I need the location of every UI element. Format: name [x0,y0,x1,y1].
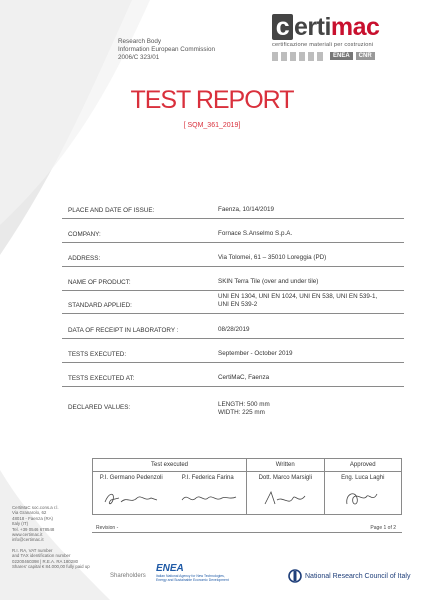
company-info-line: CertiMaC soc.cons.a r.l. [12,505,59,510]
company-info-line: info@certimac.it [12,537,44,543]
field-row [62,339,404,363]
field-value-line: UNI EN 1304, UNI EN 1024, UNI EN 538, UNI EN 539-1, [218,293,378,300]
signature-names-row [93,472,401,484]
research-body-line: Information European Commission [118,46,215,53]
research-body-line: Research Body [118,38,162,45]
field-value: CertiMaC, Faenza [218,374,270,381]
enea-logo [156,563,229,582]
company-info-line: 48018 - Faenza (RA) [12,515,53,521]
handwritten-signature-icon [101,488,161,510]
logo-enea-badge: ENEA [330,52,353,60]
enea-caption: Energy and Sustainable Economic Development [156,578,229,582]
signatory-name: Dott. Marco Marsigli [247,472,325,484]
field-value-multiline [218,293,377,309]
logo-bar-icon [281,52,287,61]
signatory-name: P.I. Federica Farina [170,472,248,484]
logo-bars [272,51,408,61]
footer-divider [92,532,402,533]
field-row [62,267,404,291]
field-value: Fornace S.Anselmo S.p.A. [218,230,293,237]
signature-cell [247,484,325,514]
signatory-name: Eng. Luca Laghi [341,475,385,481]
signature-images-row [93,484,401,514]
signature-cell [170,484,248,514]
field-label: STANDARD APPLIED: [68,302,132,309]
certimac-logo [272,14,408,61]
logo-cnr-badge: CNR [356,52,375,60]
signature-cell [93,484,170,514]
field-value-line: LENGTH: 500 mm [218,401,270,408]
company-info [12,505,90,569]
field-label: DECLARED VALUES: [68,404,131,411]
company-info-line: R.I. RA, VAT number [12,547,53,553]
enea-caption: Italian National Agency for New Technologies, [156,574,225,578]
logo-bar-icon [299,52,305,61]
signature-header: Approved [349,462,376,468]
logo-end: mac [330,13,380,41]
signatory-name: P.I. Germano Pedenzoli [99,475,163,481]
company-info-line: Italy (IT) [12,521,29,527]
signature-table [92,458,402,515]
cnr-logo [288,568,410,584]
company-info-line: www.certimac.it [12,532,43,538]
field-value: SKIN Terra Tile (over and under tile) [218,278,319,285]
field-row [62,219,404,243]
report-title: TEST REPORT [130,86,294,114]
handwritten-signature-icon [333,488,393,510]
field-value-line: WIDTH: 225 mm [218,409,265,416]
field-row [62,314,404,339]
field-label: COMPANY: [68,231,101,238]
field-row [62,204,404,219]
field-row [62,243,404,267]
field-row [62,363,404,387]
field-label: PLACE AND DATE OF ISSUE: [68,207,155,214]
field-label: TESTS EXECUTED: [68,351,127,358]
logo-mid: erti [294,13,331,41]
logo-c-box: c [272,14,293,40]
logo-wordmark [272,14,408,40]
field-value: Via Tolomei, 61 – 35010 Loreggia (PD) [218,254,327,261]
research-body-line: 2006/C 323/01 [118,54,160,61]
handwritten-signature-icon [255,488,315,510]
company-info-line: and TAX identification number [12,553,71,559]
field-value-multiline [218,401,270,417]
logo-bar-icon [290,52,296,61]
logo-tagline: certificazione materiali per costruzioni [272,42,374,48]
signature-header-row [93,459,401,472]
handwritten-signature-icon [178,488,238,510]
field-value: Faenza, 10/14/2019 [218,206,275,213]
signature-cell [325,484,402,514]
signature-header: Written [247,459,325,471]
enea-wordmark: ENEA [156,563,184,574]
field-label: NAME OF PRODUCT: [68,279,131,286]
company-info-line: Tel. +39 0546 678548 [12,526,55,532]
field-label: ADDRESS: [68,255,101,262]
signature-header: Test executed [93,459,247,471]
research-body-block [118,38,215,62]
field-label: TESTS EXECUTED AT: [68,375,135,382]
report-code: [ SQM_361_2019] [183,122,241,129]
report-fields [62,204,404,419]
shareholders-label: Shareholders [110,573,146,579]
company-info-line: Via Granarolo, 62 [12,510,47,516]
cnr-caption: National Research Council of Italy [305,572,411,580]
revision-label: Revision - [96,525,119,531]
field-row [62,387,404,419]
company-info-line: 02200460398 | R.E.A. RA 180280 [12,558,79,564]
logo-bar-icon [317,52,323,61]
page-number: Page 1 of 2 [370,525,396,531]
field-value: 08/28/2019 [218,326,250,333]
field-label: DATA OF RECEIPT IN LABORATORY : [68,327,179,334]
field-value: September - October 2019 [218,350,293,357]
field-row [62,291,404,314]
company-info-line: Shares' capital € 84.000,00 fully paid up [12,564,90,570]
field-value-line: UNI EN 539-2 [218,301,258,308]
cnr-emblem-icon [288,568,302,584]
logo-bar-icon [308,52,314,61]
logo-bar-icon [272,52,278,61]
